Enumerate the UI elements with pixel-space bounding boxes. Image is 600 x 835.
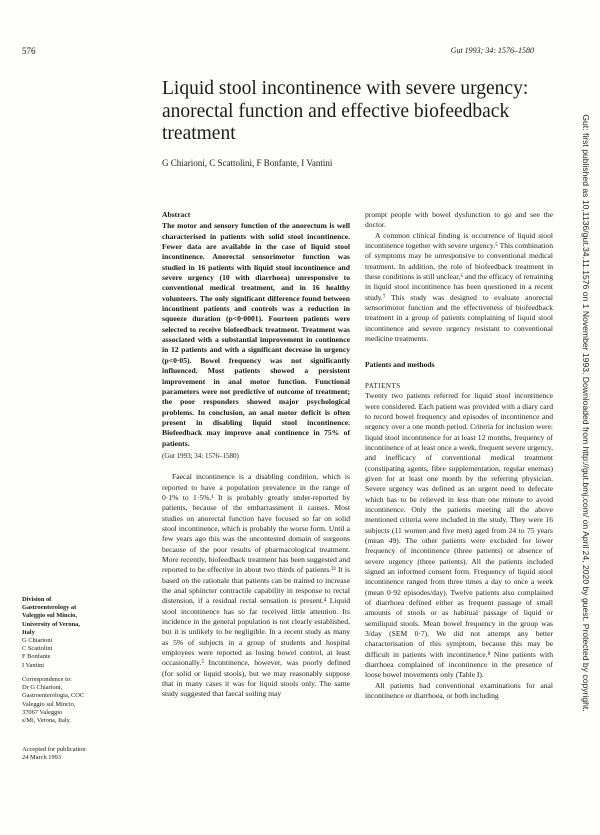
body-paragraph: prompt people with bowel dysfunction to go and see the doctor.	[365, 210, 553, 230]
author-list: G Chiarioni, C Scattolini, F Bonfante, I Vantini	[162, 158, 333, 168]
abstract-heading: Abstract	[162, 210, 191, 219]
sidebar-line: Gastroenterologia, COC	[22, 692, 85, 700]
article-title: Liquid stool incontinence with severe urgency: anorectal function and effective biofeedback treatment	[162, 78, 529, 144]
sidebar-line: Italy	[22, 628, 35, 636]
sidebar-line: C Scattolini	[22, 645, 53, 653]
body-paragraph: A common clinical finding is occurrence of liquid stool incontinence together with severe urgency.⁵ This combination of symptoms may be unresponsive to conventional medical treatment. In addition, the role of biofeedback treatment in these conditions is still unclear,⁶ and the efficacy of retraining in liquid stool incontinence has been questioned in a recent study.⁷ This study was designed to evaluate anorectal sensorimotor function and the effectiveness of biofeedback treatment in a group of patients complaining of liquid stool incontinence and severe urgency resistant to conventional medicine treatments.	[365, 230, 553, 344]
sidebar-line: Valeggio sul Mincio,	[22, 612, 77, 620]
body-paragraph: All patients had conventional examinations for anal incontinence or diarrhoea, or both including	[365, 680, 553, 701]
abstract-text: The motor and sensory function of the anorectum is well characterised in patients with solid stool incontinence. Fewer data are available in the case of liquid stool incontinence. Anorectal sensorimotor function was studied in 16 patients with liquid stool incontinence and severe urgency (10 with diarrhoea) unresponsive to conventional medical treatment, and in 16 healthy volunteers. The only significant difference found between incontinent patients and controls was a reduction in squeeze duration (p<0·0001). Fourteen patients were selected to receive biofeedback treatment. Treatment was associated with a substantial improvement in continence in 12 patients and with a significant decrease in urgency (p<0·05). Bowel frequency was not significantly influenced. Most patients showed a persistent improvement in anal motor function. Functional parameters were not predictive of outcome of treatment; the poor responders showed major psychological problems. In conclusion, an anal motor deficit is often present in disabling liquid stool incontinence. Biofeedback may improve anal continence in 75% of patients.	[162, 221, 350, 448]
right-column	[365, 210, 553, 701]
sidebar-line: University of Verona,	[22, 620, 80, 628]
sidebar-line: 24 March 1993	[22, 754, 62, 762]
abstract-citation: (Gut 1993; 34: 1576–1580)	[162, 451, 239, 460]
correspondence-address	[22, 676, 86, 725]
page-number: 576	[22, 46, 36, 56]
left-column	[162, 210, 350, 700]
sidebar-line: Valeggio sul Mincio, 37067 Valeggio	[22, 700, 76, 716]
sidebar-line: G Chiarioni	[22, 637, 53, 645]
sidebar-line: Gastroenterology at	[22, 604, 77, 612]
sidebar-line: s/Mi, Verona, Italy.	[22, 717, 71, 725]
download-watermark: Gut: first published as 10.1136/gut.34.11.1576 on 1 November 1993. Downloaded from http://gut.bmj.com/ on April 24, 2020 by guest. Protected by copyright.	[581, 114, 591, 712]
sidebar-line: Correspondence to:	[22, 676, 72, 683]
journal-reference: Gut 1993; 34: 1576–1580	[450, 46, 534, 55]
acceptance-date	[22, 746, 86, 762]
author-affiliation	[22, 596, 86, 670]
sidebar-line: F Bonfante	[22, 653, 51, 661]
body-paragraph: Twenty two patients referred for liquid stool incontinence were considered. Each patient was provided with a diary card to record bowel frequency and episodes of incontinence and urgency over a one month period. Criteria for inclusion were: liquid stool incontinence for at least 12 months, frequency of incontinence of at least once a week, frequent severe urgency, and inefficacy of conventional medical treatment (constipating agents, fibre supplementation, regular enemas) given for at least one month by the referring physician. Severe urgency was defined as an urgent need to defecate which has to be relieved in less than one minute to avoid incontinence. Only the patients meeting all the above mentioned criteria were included in the study. They were 16 subjects (11 women and five men) aged from 24 to 75 years (mean 49). The other patients were excluded for lower frequency of incontinence (three patients) or absence of severe urgency (three patients). All the patients included signed an informed consent form. Frequency of liquid stool incontinence ranged from three times a day to once a week (mean 0·92 episodes/day). Twelve patients also complained of diarrhoea defined either as frequent passage of small amounts of stools or as habitual passage of liquid or semiliquid stools. Mean bowel frequency in the group was 3/day (SEM 0·7). We did not attempt any better characterisation of this symptom, because this may be difficult in patients with incontinence.⁸ Nine patients with diarrhoea complained of incontinence in the presence of loose bowel movements only (Table I).	[365, 391, 553, 680]
intro-paragraph: Faecal incontinence is a disabling condition, which is reported to have a population prevalence in the range of 0·1% to 1·5%.¹ It is probably greatly under-reported by patients, because of the embarrassment it causes. Most studies on anorectal function have focused so far on solid stool incontinence, which is probably the worse form. Until a few years ago this was the uncontested domain of surgeons because of the poor results of pharmacological treatment. More recently, biofeedback treatment has been suggested and reported to be effective in about two thirds of patients.²³ It is based on the rationale that patients can be trained to increase the anal sphincter contractile capability in response to rectal distension, if a residual rectal sensation is present.⁴ Liquid stool incontinence has so far received little attention. Its incidence in the general population is not clearly established, but it is unlikely to be negligible. In a recent study as many as 5% of subjects in a group of students and hospital employees were reported as losing bowel control, at least occasionally.⁵ Incontinence, however, was poorly defined (for solid or liquid stools), but we may reasonably suppose that in many cases it was for liquid stools only. The same study suggested that faecal soiling may	[162, 472, 350, 699]
sidebar-line: Dr G Chiarioni,	[22, 684, 63, 692]
subsection-heading-patients: PATIENTS	[365, 381, 401, 390]
sidebar-line: I Vantini	[22, 661, 45, 669]
section-heading-methods: Patients and methods	[365, 360, 435, 370]
sidebar-line: Division of	[22, 596, 52, 603]
sidebar-line: Accepted for publication	[22, 746, 86, 753]
